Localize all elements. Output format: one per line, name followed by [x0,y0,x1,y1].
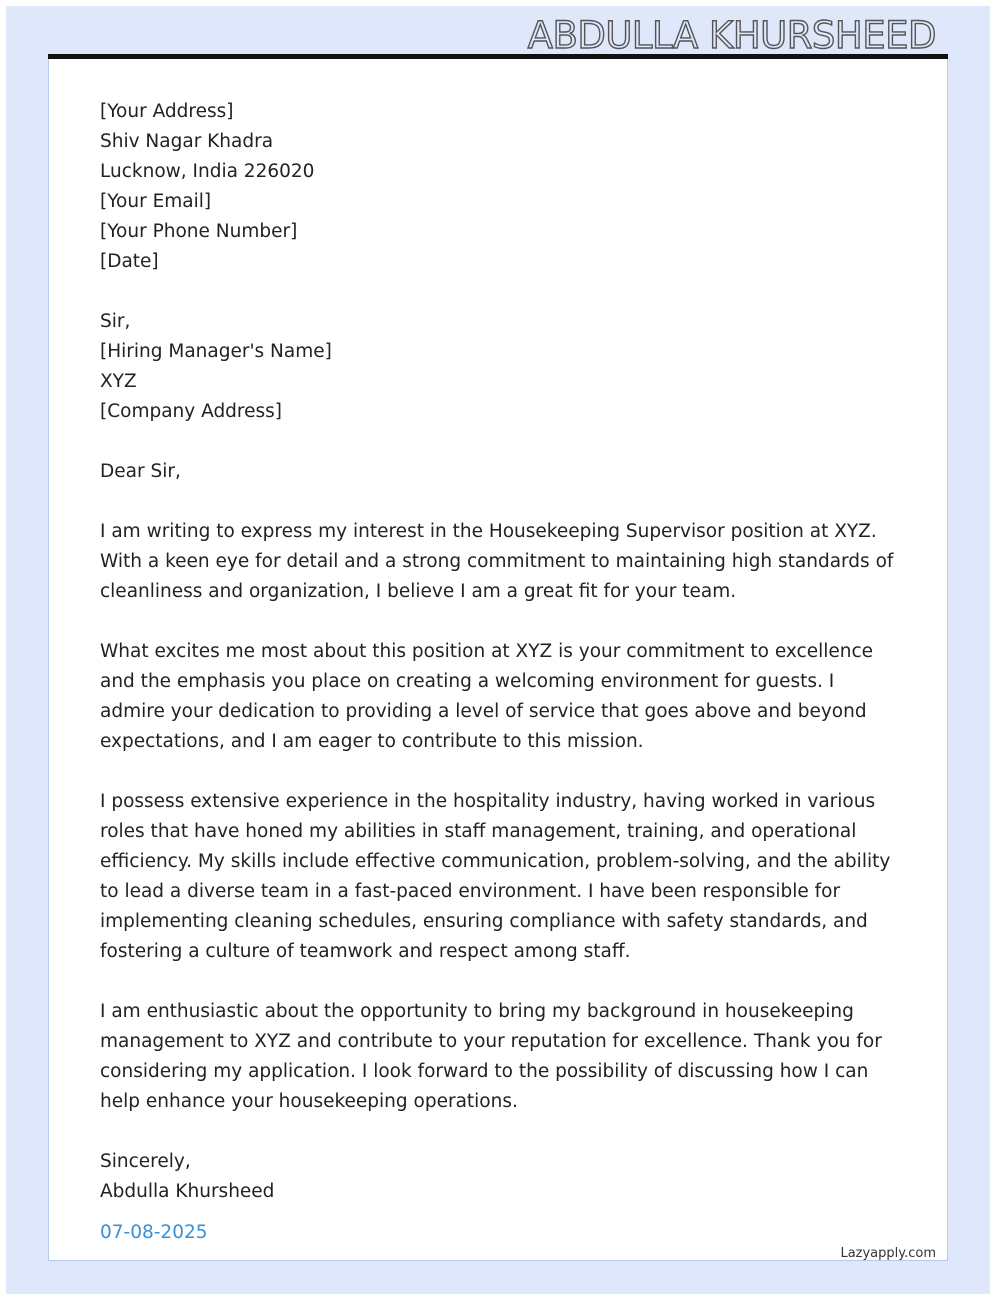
body-paragraph-2: What excites me most about this position at XYZ is your commitment to excellence and the emphasis you place on creating a welcoming environment for guests. I admire your dedication to providing a level of service that goes above and beyond expectations, and I am eager to contribute to this mission. [100,641,874,752]
sender-city: Lucknow, India 226020 [100,161,315,182]
body-paragraph-4: I am enthusiastic about the opportunity to bring my background in housekeeping management to XYZ and contribute to your reputation for excellence. Thank you for considering my application. I look forward to the possibility of discussing how I can help enhance your housekeeping operations. [100,1001,882,1112]
sender-street: Shiv Nagar Khadra [100,131,274,152]
brand-watermark: Lazyapply.com [840,1246,936,1261]
letter-greeting: Dear Sir, [100,461,181,482]
recipient-salutation-line: Sir, [100,311,131,332]
recipient-manager-placeholder: [Hiring Manager's Name] [100,341,332,362]
applicant-name-header: ABDULLA KHURSHEED [527,14,936,57]
body-paragraph-3: I possess extensive experience in the hospitality industry, having worked in various roles that have honed my abilities in staff management, training, and operational efficiency. My skills include effective communication, problem-solving, and the ability to lead a diverse team in a fast-paced environment. I have been responsible for implementing cleaning schedules, ensuring compliance with safety standards, and fostering a culture of teamwork and respect among staff. [100,791,891,962]
recipient-company: XYZ [100,371,137,392]
recipient-company-address-placeholder: [Company Address] [100,401,283,422]
sender-phone-placeholder: [Your Phone Number] [100,221,298,242]
recipient-block [100,307,900,427]
body-paragraph-1: I am writing to express my interest in the Housekeeping Supervisor position at XYZ. With a keen eye for detail and a strong commitment to maintaining high standards of cleanliness and organization, I believe I am a great fit for your team. [100,521,894,602]
spacer [100,1117,900,1147]
spacer [100,757,900,787]
sender-date-placeholder: [Date] [100,251,159,272]
spacer [100,967,900,997]
spacer [100,427,900,457]
spacer [100,277,900,307]
sender-address-placeholder: [Your Address] [100,101,234,122]
letter-date: 07-08-2025 [100,1222,208,1243]
closing-block [100,1147,900,1207]
sender-email-placeholder: [Your Email] [100,191,212,212]
spacer [100,607,900,637]
closing-signature-name: Abdulla Khursheed [100,1181,275,1202]
sender-block [100,97,900,277]
spacer [100,487,900,517]
closing-valediction: Sincerely, [100,1151,191,1172]
cover-letter [100,97,900,1207]
